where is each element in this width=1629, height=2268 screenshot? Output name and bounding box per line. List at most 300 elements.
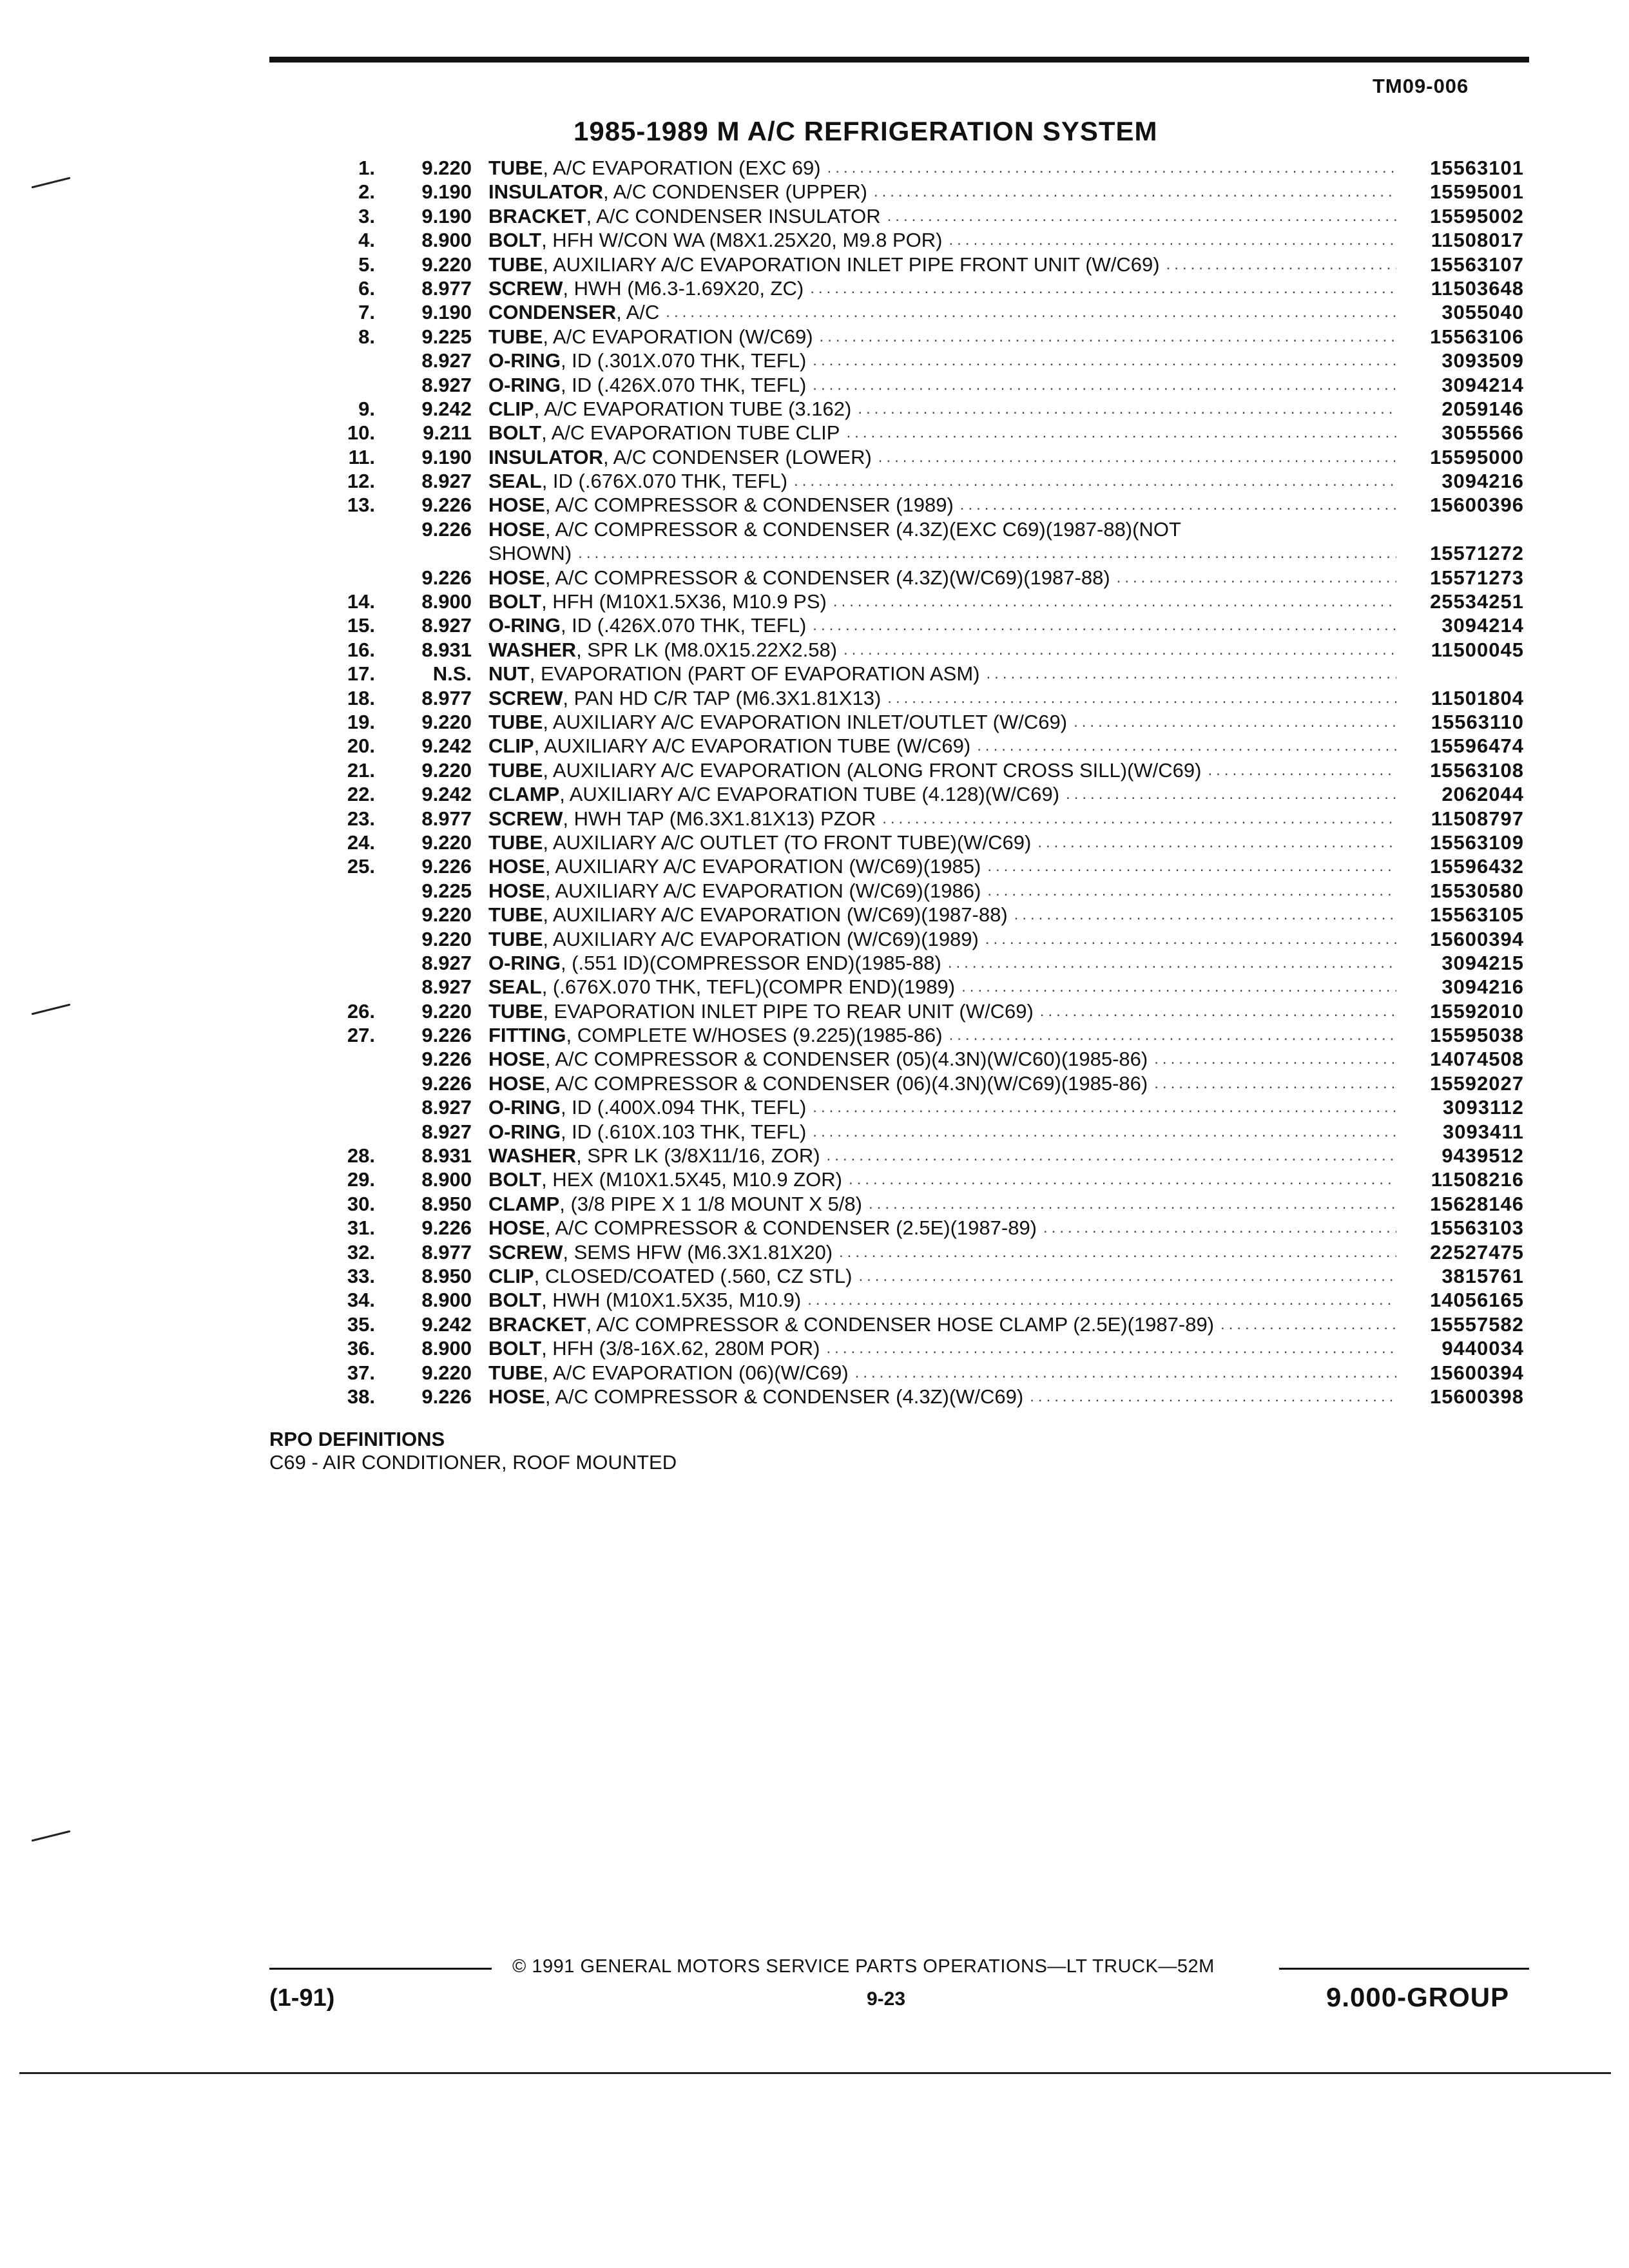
part-row — [335, 156, 1524, 180]
part-row — [335, 445, 1524, 469]
group-number: 8.950 — [421, 1192, 472, 1215]
part-row — [335, 469, 1524, 493]
part-description — [488, 397, 1396, 421]
part-name: HOSE — [488, 855, 545, 878]
part-number: 11508797 — [1431, 807, 1524, 830]
part-name: CLIP — [488, 397, 534, 420]
part-row — [335, 854, 1524, 878]
group-number: 9.226 — [421, 1385, 472, 1408]
part-spec: , AUXILIARY A/C EVAPORATION TUBE (W/C69) — [534, 735, 971, 758]
part-row — [335, 253, 1524, 276]
item-number: 13. — [347, 494, 375, 517]
part-name: HOSE — [488, 566, 545, 589]
item-number: 11. — [348, 445, 375, 468]
part-description — [488, 1095, 1396, 1119]
part-number: 15592027 — [1430, 1072, 1524, 1095]
dot-leader — [948, 951, 1396, 975]
item-number: 35. — [347, 1312, 375, 1336]
part-row — [335, 493, 1524, 517]
item-number: 26. — [347, 999, 375, 1023]
bottom-rule — [19, 2072, 1611, 2074]
dot-leader — [1208, 758, 1396, 782]
part-spec: , (3/8 PIPE X 1 1/8 MOUNT X 5/8) — [559, 1192, 862, 1215]
part-spec: , AUXILIARY A/C EVAPORATION INLET PIPE FRONT UNIT (W/C69) — [543, 253, 1160, 276]
group-number: 9.225 — [421, 325, 472, 348]
part-number: 2059146 — [1441, 397, 1524, 420]
part-spec: , COMPLETE W/HOSES (9.225)(1985-86) — [566, 1024, 943, 1047]
group-label: 9.000-GROUP — [1326, 1982, 1510, 2012]
part-name: TUBE — [488, 157, 543, 179]
group-number: 8.900 — [421, 229, 472, 252]
part-spec: , HFH W/CON WA (M8X1.25X20, M9.8 POR) — [541, 229, 943, 252]
dot-leader — [794, 469, 1396, 493]
part-description — [488, 541, 1396, 565]
dot-leader — [1117, 566, 1396, 590]
dot-leader — [986, 662, 1396, 686]
dot-leader — [849, 1168, 1396, 1191]
item-number: 1. — [358, 157, 375, 179]
part-number: 15557582 — [1430, 1312, 1524, 1336]
part-spec: , EVAPORATION INLET PIPE TO REAR UNIT (W/C69) — [543, 999, 1034, 1023]
part-row — [335, 397, 1524, 421]
part-name: SEAL — [488, 975, 542, 999]
dot-leader — [827, 1144, 1396, 1168]
part-name: BOLT — [488, 1289, 542, 1312]
item-number: 3. — [358, 204, 375, 227]
dot-leader — [843, 638, 1396, 662]
part-name: SCREW — [488, 686, 563, 709]
part-name: TUBE — [488, 325, 543, 348]
dot-leader — [987, 879, 1396, 903]
part-description — [488, 758, 1396, 782]
group-number: 8.927 — [421, 951, 472, 974]
part-row — [335, 180, 1524, 204]
part-spec: , HEX (M10X1.5X45, M10.9 ZOR) — [541, 1168, 842, 1191]
dot-leader — [1220, 1312, 1396, 1336]
part-row — [335, 1240, 1524, 1264]
part-spec: , A/C CONDENSER (UPPER) — [602, 180, 867, 204]
part-name: HOSE — [488, 494, 545, 517]
dot-leader — [855, 1361, 1396, 1385]
group-number: 8.977 — [421, 276, 472, 300]
parts-list — [335, 156, 1524, 1408]
dot-leader — [813, 613, 1396, 637]
part-description — [488, 517, 1396, 541]
part-row — [335, 421, 1524, 445]
part-description — [488, 1120, 1396, 1144]
part-row — [335, 1312, 1524, 1336]
part-number: 3093112 — [1443, 1096, 1524, 1119]
part-row — [335, 325, 1524, 349]
part-spec: SHOWN) — [488, 542, 572, 565]
part-number: 15563107 — [1430, 253, 1524, 276]
part-row — [335, 662, 1524, 686]
copyright-notice: © 1991 GENERAL MOTORS SERVICE PARTS OPERATIONS—LT TRUCK—52M — [512, 1956, 1215, 1977]
part-row — [335, 710, 1524, 734]
group-number: 8.927 — [421, 1120, 472, 1143]
part-description — [488, 349, 1396, 372]
group-number: 9.220 — [421, 253, 472, 276]
dot-leader — [1014, 903, 1396, 927]
part-spec: , A/C COMPRESSOR & CONDENSER (4.3Z)(W/C69)(1987-88) — [545, 566, 1110, 589]
part-spec: , A/C COMPRESSOR & CONDENSER (4.3Z)(EXC C69)(1987-88)(NOT — [545, 517, 1181, 541]
part-row — [335, 590, 1524, 613]
part-row — [335, 1120, 1524, 1144]
part-row — [335, 373, 1524, 397]
part-row — [335, 999, 1524, 1023]
group-number: 8.977 — [421, 807, 472, 830]
part-spec: , AUXILIARY A/C EVAPORATION (W/C69)(1986) — [545, 879, 981, 902]
part-spec: , ID (.610X.103 THK, TEFL) — [560, 1120, 807, 1143]
group-number: 9.226 — [421, 566, 472, 589]
part-description — [488, 204, 1396, 228]
part-number: 3094216 — [1441, 975, 1524, 999]
part-name: WASHER — [488, 638, 577, 661]
part-description — [488, 1047, 1396, 1071]
part-description — [488, 854, 1396, 878]
part-name: BRACKET — [488, 204, 586, 227]
part-number: 3093509 — [1441, 349, 1524, 372]
part-name: O-RING — [488, 951, 561, 974]
part-description — [488, 1385, 1396, 1408]
part-number: 3094216 — [1441, 470, 1524, 493]
group-number: 9.226 — [421, 517, 472, 541]
part-row — [335, 758, 1524, 782]
part-name: HOSE — [488, 879, 545, 902]
part-number: 22527475 — [1430, 1240, 1524, 1264]
document-id: TM09-006 — [1373, 75, 1469, 97]
part-name: TUBE — [488, 999, 543, 1023]
group-number: 9.190 — [421, 180, 472, 204]
dot-leader — [846, 421, 1396, 445]
item-number: 12. — [347, 470, 375, 493]
dot-leader — [858, 397, 1396, 421]
part-description — [488, 325, 1396, 349]
part-number: 15563108 — [1430, 758, 1524, 782]
part-name: BRACKET — [488, 1312, 586, 1336]
part-spec: , A/C EVAPORATION (06)(W/C69) — [543, 1361, 849, 1384]
item-number: 4. — [358, 229, 375, 252]
top-rule — [269, 57, 1529, 62]
dot-leader — [987, 854, 1396, 878]
part-row — [335, 1095, 1524, 1119]
item-number: 31. — [347, 1216, 375, 1240]
group-number: 9.220 — [421, 903, 472, 927]
part-spec: , SEMS HFW (M6.3X1.81X20) — [563, 1240, 833, 1264]
part-spec: , A/C COMPRESSOR & CONDENSER (05)(4.3N)(W/C60)(1985-86) — [545, 1048, 1148, 1071]
part-name: HOSE — [488, 517, 545, 541]
part-row — [335, 566, 1524, 590]
part-row — [335, 1288, 1524, 1312]
dot-leader — [666, 300, 1396, 324]
dot-leader — [820, 325, 1396, 349]
item-number: 25. — [347, 855, 375, 878]
dot-leader — [810, 276, 1396, 300]
part-spec: , SPR LK (3/8X11/16, ZOR) — [576, 1144, 820, 1168]
part-row — [335, 927, 1524, 951]
dot-leader — [1074, 710, 1396, 734]
part-number: 14056165 — [1430, 1289, 1524, 1312]
group-number: 9.226 — [421, 855, 472, 878]
part-number: 15563106 — [1430, 325, 1524, 348]
part-spec: , A/C EVAPORATION (W/C69) — [543, 325, 813, 348]
part-name: O-RING — [488, 1096, 561, 1119]
group-number: 8.900 — [421, 1168, 472, 1191]
part-description — [488, 566, 1396, 590]
part-spec: , ID (.400X.094 THK, TEFL) — [560, 1096, 807, 1119]
part-number: 15595002 — [1430, 204, 1524, 227]
group-number: 8.927 — [421, 614, 472, 637]
item-number: 22. — [347, 783, 375, 806]
part-name: O-RING — [488, 349, 561, 372]
part-description — [488, 975, 1396, 999]
item-number: 29. — [347, 1168, 375, 1191]
part-number: 11501804 — [1431, 686, 1524, 709]
part-description — [488, 1216, 1396, 1240]
group-number: 9.242 — [421, 1312, 472, 1336]
part-number: 11508216 — [1431, 1168, 1524, 1191]
dot-leader — [578, 541, 1396, 565]
group-number: 8.931 — [421, 1144, 472, 1168]
part-row — [335, 1216, 1524, 1240]
part-number: 15592010 — [1430, 999, 1524, 1023]
dot-leader — [949, 1023, 1396, 1047]
group-number: 8.900 — [421, 1337, 472, 1360]
part-name: CLIP — [488, 735, 534, 758]
dot-leader — [1040, 999, 1396, 1023]
item-number: 10. — [347, 421, 375, 445]
part-description — [488, 469, 1396, 493]
part-row — [335, 228, 1524, 252]
group-number: 8.950 — [421, 1264, 472, 1287]
part-row — [335, 638, 1524, 662]
part-name: SEAL — [488, 470, 542, 493]
part-spec: , A/C — [616, 301, 660, 324]
group-number: 8.927 — [421, 349, 472, 372]
part-description — [488, 180, 1396, 204]
part-description — [488, 1336, 1396, 1360]
part-description — [488, 1288, 1396, 1312]
part-number: 9439512 — [1441, 1144, 1524, 1168]
part-description — [488, 421, 1396, 445]
dot-leader — [882, 807, 1396, 831]
part-name: TUBE — [488, 710, 543, 733]
part-row — [335, 1072, 1524, 1095]
item-number: 23. — [347, 807, 375, 830]
part-description — [488, 613, 1396, 637]
part-number: 3094215 — [1441, 951, 1524, 974]
part-name: TUBE — [488, 758, 543, 782]
part-description — [488, 300, 1396, 324]
dot-leader — [1154, 1072, 1396, 1095]
item-number: 9. — [358, 397, 375, 420]
item-number: 15. — [347, 614, 375, 637]
item-number: 20. — [347, 735, 375, 758]
dot-leader — [827, 156, 1396, 180]
dot-leader — [949, 228, 1397, 252]
part-row — [335, 1336, 1524, 1360]
part-name: O-RING — [488, 1120, 561, 1143]
part-number: 14074508 — [1430, 1048, 1524, 1071]
part-description — [488, 999, 1396, 1023]
group-number: 9.242 — [421, 783, 472, 806]
part-number: 3094214 — [1441, 373, 1524, 396]
item-number: 6. — [358, 276, 375, 300]
dot-leader — [833, 590, 1396, 613]
dot-leader — [887, 686, 1396, 710]
page-title: 1985-1989 M A/C REFRIGERATION SYSTEM — [574, 116, 1158, 146]
part-spec: , (.551 ID)(COMPRESSOR END)(1985-88) — [560, 951, 941, 974]
part-row — [335, 975, 1524, 999]
part-name: TUBE — [488, 831, 543, 854]
part-spec: , EVAPORATION (PART OF EVAPORATION ASM) — [529, 662, 980, 686]
part-number: 15595001 — [1430, 180, 1524, 204]
part-row — [335, 807, 1524, 831]
part-description — [488, 445, 1396, 469]
part-spec: , HWH (M6.3-1.69X20, ZC) — [563, 276, 804, 300]
part-number: 15600398 — [1430, 1385, 1524, 1408]
part-name: HOSE — [488, 1072, 545, 1095]
group-number: 9.242 — [421, 735, 472, 758]
item-number: 18. — [347, 686, 375, 709]
dot-leader — [1037, 831, 1396, 854]
part-number: 15628146 — [1430, 1192, 1524, 1215]
dot-leader — [869, 1192, 1396, 1216]
part-spec: , (.676X.070 THK, TEFL)(COMPR END)(1989) — [541, 975, 956, 999]
part-spec: , AUXILIARY A/C EVAPORATION INLET/OUTLET (W/C69) — [543, 710, 1068, 733]
part-name: NUT — [488, 662, 530, 686]
part-number: 15595000 — [1430, 445, 1524, 468]
part-description — [488, 590, 1396, 613]
part-spec: , AUXILIARY A/C EVAPORATION (ALONG FRONT CROSS SILL)(W/C69) — [543, 758, 1202, 782]
part-name: O-RING — [488, 614, 561, 637]
part-name: TUBE — [488, 927, 543, 950]
dot-leader — [1066, 782, 1396, 806]
part-row — [335, 1144, 1524, 1168]
binder-hole-mark — [32, 177, 71, 189]
part-spec: , CLOSED/COATED (.560, CZ STL) — [534, 1264, 853, 1287]
part-description — [488, 276, 1396, 300]
part-name: CLAMP — [488, 783, 560, 806]
part-spec: , A/C CONDENSER (LOWER) — [602, 445, 872, 468]
part-spec: , AUXILIARY A/C OUTLET (TO FRONT TUBE)(W/C69) — [543, 831, 1032, 854]
footer-date: (1-91) — [269, 1984, 335, 2012]
group-number: 9.220 — [421, 157, 472, 179]
part-number: 2062044 — [1441, 783, 1524, 806]
part-name: INSULATOR — [488, 180, 603, 204]
group-number: 9.220 — [421, 831, 472, 854]
part-row — [335, 541, 1524, 565]
part-row — [335, 734, 1524, 758]
part-number: 15563110 — [1431, 710, 1524, 733]
group-number: 8.977 — [421, 686, 472, 709]
part-spec: , A/C CONDENSER INSULATOR — [586, 204, 881, 227]
part-description — [488, 951, 1396, 975]
part-number: 15595038 — [1430, 1024, 1524, 1047]
part-description — [488, 253, 1396, 276]
dot-leader — [813, 373, 1396, 397]
part-spec: , ID (.426X.070 THK, TEFL) — [560, 614, 807, 637]
part-spec: , A/C COMPRESSOR & CONDENSER HOSE CLAMP (2.5E)(1987-89) — [586, 1312, 1215, 1336]
part-number: 9440034 — [1441, 1337, 1524, 1360]
group-number: 9.226 — [421, 494, 472, 517]
part-row — [335, 204, 1524, 228]
part-row — [335, 613, 1524, 637]
part-description — [488, 638, 1396, 662]
part-name: BOLT — [488, 229, 542, 252]
rpo-definition: C69 - AIR CONDITIONER, ROOF MOUNTED — [269, 1451, 677, 1474]
dot-leader — [1166, 253, 1396, 276]
part-row — [335, 951, 1524, 975]
part-name: CLAMP — [488, 1192, 560, 1215]
group-number: 8.977 — [421, 1240, 472, 1264]
rpo-heading: RPO DEFINITIONS — [269, 1428, 445, 1450]
part-spec: , PAN HD C/R TAP (M6.3X1.81X13) — [563, 686, 882, 709]
part-description — [488, 1072, 1396, 1095]
group-number: 9.190 — [421, 204, 472, 227]
part-row — [335, 1168, 1524, 1191]
dot-leader — [887, 204, 1396, 228]
part-spec: , AUXILIARY A/C EVAPORATION (W/C69)(1989) — [543, 927, 979, 950]
part-spec: , HWH TAP (M6.3X1.81X13) PZOR — [563, 807, 876, 830]
part-name: HOSE — [488, 1048, 545, 1071]
part-name: O-RING — [488, 373, 561, 396]
part-number: 11500045 — [1431, 638, 1524, 661]
part-spec: , A/C EVAPORATION TUBE (3.162) — [534, 397, 852, 420]
part-row — [335, 782, 1524, 806]
item-number: 38. — [347, 1385, 375, 1408]
part-row — [335, 1192, 1524, 1216]
group-number: 8.900 — [421, 590, 472, 613]
part-row — [335, 831, 1524, 854]
part-number: 15563101 — [1430, 157, 1524, 179]
part-name: TUBE — [488, 1361, 543, 1384]
item-number: 7. — [358, 301, 375, 324]
group-number: 9.220 — [421, 710, 472, 733]
part-number: 3815761 — [1441, 1264, 1524, 1287]
part-number: 3093411 — [1443, 1120, 1524, 1143]
part-number: 11503648 — [1431, 276, 1524, 300]
part-name: SCREW — [488, 1240, 563, 1264]
group-number: N.S. — [432, 662, 472, 686]
part-row — [335, 1023, 1524, 1047]
part-row — [335, 276, 1524, 300]
part-spec: , A/C COMPRESSOR & CONDENSER (06)(4.3N)(W/C69)(1985-86) — [545, 1072, 1148, 1095]
dot-leader — [977, 734, 1396, 758]
part-description — [488, 1312, 1396, 1336]
part-number: 15571273 — [1430, 566, 1524, 589]
part-name: WASHER — [488, 1144, 577, 1168]
dot-leader — [813, 349, 1396, 372]
group-number: 9.226 — [421, 1072, 472, 1095]
part-description — [488, 1144, 1396, 1168]
dot-leader — [1154, 1047, 1396, 1071]
item-number: 8. — [358, 325, 375, 348]
part-row — [335, 1264, 1524, 1288]
part-spec: , ID (.676X.070 THK, TEFL) — [541, 470, 788, 493]
part-description — [488, 1023, 1396, 1047]
dot-leader — [878, 445, 1396, 469]
group-number: 8.927 — [421, 470, 472, 493]
binder-hole-mark — [32, 1831, 71, 1842]
part-spec: , A/C EVAPORATION TUBE CLIP — [541, 421, 840, 445]
dot-leader — [858, 1264, 1396, 1288]
part-number: 3055040 — [1441, 301, 1524, 324]
part-spec: , AUXILIARY A/C EVAPORATION TUBE (4.128)(W/C69) — [559, 783, 1060, 806]
part-name: TUBE — [488, 253, 543, 276]
item-number: 28. — [347, 1144, 375, 1168]
part-description — [488, 1168, 1396, 1191]
